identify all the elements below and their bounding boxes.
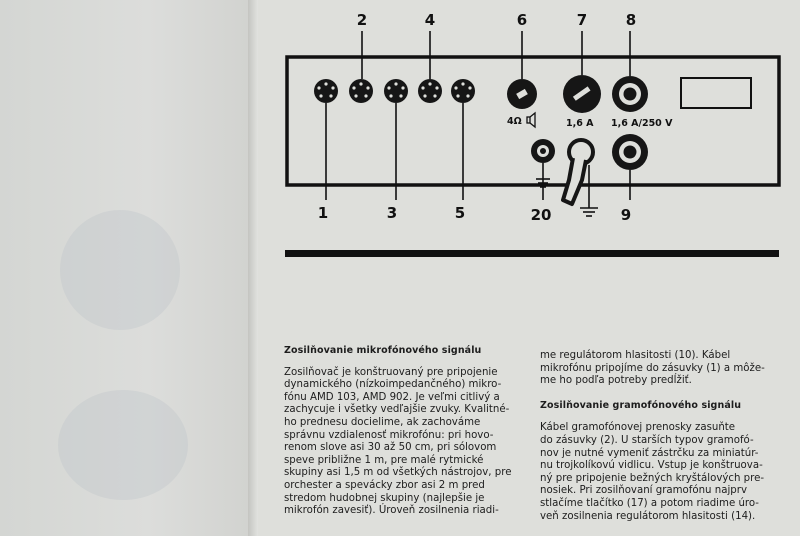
separator-bar [285,250,779,257]
text-line: Kábel gramofónovej prenosky zasuňte [540,422,736,434]
text-line: veň zosilnenia regulátorom hlasitosti (14). [540,510,756,522]
text-line: stredom hudobnej skupiny (najlepšie je [284,492,485,504]
din-socket-5 [451,79,475,103]
din-socket-1 [314,79,338,103]
fuse-holder [563,75,601,113]
text-line: mikrofón zavesiť). Úroveň zosilnenia riadi- [284,505,499,517]
text-line: orchester a spevácky zbor asi 2 m pred [284,479,485,491]
din-socket-4 [418,79,442,103]
text-line: fónu AMD 103, AMD 902. Je veľmi citlivý a [284,391,500,403]
text-line: mikrofónu pripojíme do zásuvky (1) a môže- [540,362,765,374]
section-heading-microphone: Zosilňovanie mikrofónového signálu [284,345,482,356]
text-line: správnu vzdialenosť mikrofónu: pri hovo- [284,429,494,441]
text-line: zachycuje i všetky vedľajšie zvuky. Kvalitné- [284,404,510,416]
text-line: me ho podľa potreby predĺžiť. [540,375,692,387]
bottom-number: 20 [530,206,552,224]
text-line: nov je nutné vymeniť zástrčku za miniatúr- [540,447,759,459]
din-socket-3 [384,79,408,103]
text-column-2 [540,350,772,523]
text-line: nu trojkolíkovú vidlicu. Vstup je konštruova- [540,460,763,472]
text-line: me regulátorom hlasitosti (10). Kábel [540,350,731,361]
speaker-icon [527,113,535,127]
bottom-number: 3 [386,204,398,222]
text-line: do zásuvky (2). U starších typov gramofó- [540,434,754,446]
speaker-label: 4Ω [507,116,522,127]
text-column-1 [284,345,512,518]
bottom-number: 5 [454,204,466,222]
ground-icon [580,208,598,216]
paragraph-gramophone [540,422,772,523]
din-socket-2 [349,79,373,103]
speaker-socket [507,79,537,109]
panel-window [681,78,751,108]
top-number: 8 [625,11,637,29]
text-line: renom slove asi 30 až 50 cm, pri sólovom [284,442,497,454]
top-number: 4 [424,11,436,29]
mains-fuse-label: 1,6 A/250 V [611,118,673,129]
text-line: ný pre pripojenie bežných kryštálových pre- [540,472,765,484]
text-line: dynamického (nízkoimpedančného) mikro- [284,379,502,391]
top-number: 7 [576,11,588,29]
text-line: skupiny asi 1,5 m od všetkých nástrojov, pre [284,467,512,479]
text-line: stlačíme tlačítko (17) a potom riadime úro- [540,497,759,509]
top-number: 6 [516,11,528,29]
bottom-number: 1 [317,204,329,222]
paragraph-microphone [284,366,512,518]
text-line: nosiek. Pri zosilňovaní gramofónu najprv [540,485,747,497]
rear-panel-outline [287,57,779,185]
mains-fuse-holder [612,76,648,112]
text-line: speve približne 1 m, pre malé rytmické [284,454,484,466]
mains-socket [612,134,648,170]
fuse-label: 1,6 A [566,118,594,129]
text-line: Zosilňovač je konštruovaný pre pripojenie [284,366,498,378]
paragraph-continuation [540,350,772,388]
bottom-number: 9 [620,206,632,224]
top-number: 2 [356,11,368,29]
text-line: ho prednesu docielime, ak zachováme [284,416,481,428]
jack-socket-20 [531,139,555,163]
section-heading-gramophone: Zosilňovanie gramofónového signálu [540,399,742,411]
